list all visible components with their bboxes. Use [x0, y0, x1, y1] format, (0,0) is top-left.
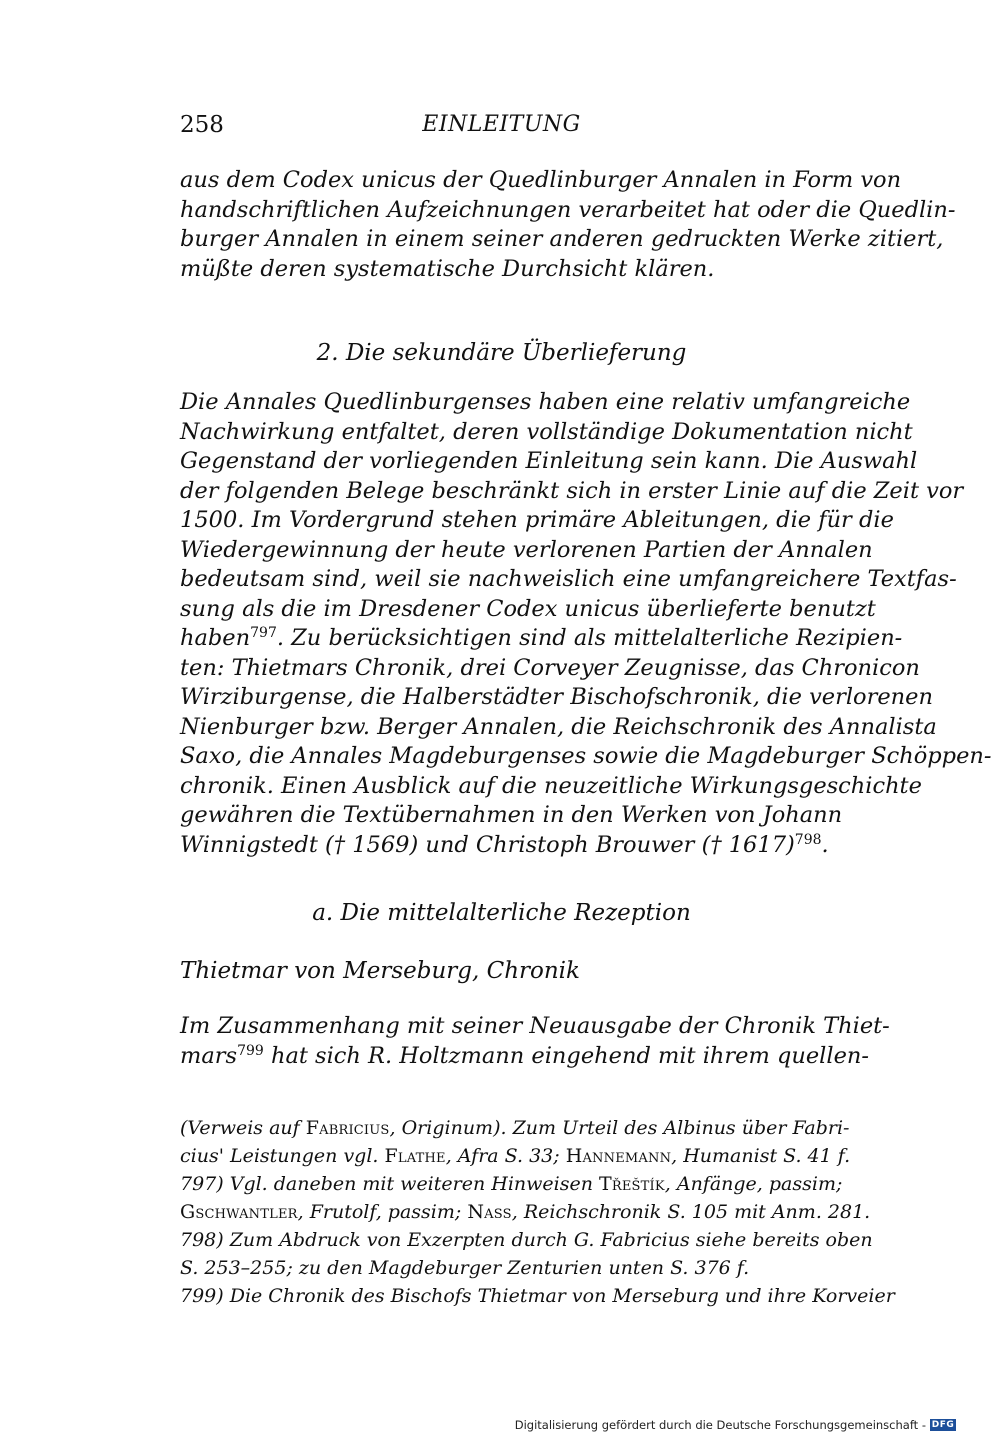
page-header: [180, 112, 823, 146]
footnote-797: [180, 1170, 843, 1198]
text-line: Saxo, die Annales Magdeburgenses sowie die Magdeburger Schöppen-: [180, 743, 992, 769]
text-line: handschriftlichen Aufzeichnungen verarbeitet hat oder die Quedlin-: [180, 196, 956, 223]
text-fragment: haben: [180, 625, 251, 651]
author-name: Nass: [467, 1201, 512, 1223]
paragraph-secondary-tradition: [180, 388, 992, 860]
footnote-line: [180, 1114, 850, 1142]
footnote-ref-797: 797: [250, 625, 277, 641]
text-fragment: cius' Leistungen vgl.: [180, 1145, 385, 1167]
text-fragment: , Afra S. 33;: [445, 1145, 566, 1167]
footnotes: [180, 1114, 895, 1310]
text-fragment: hat sich R. Holtzmann eingehend mit ihrem quellen-: [263, 1042, 869, 1069]
text-line: aus dem Codex unicus der Quedlinburger Annalen in Form von: [180, 167, 902, 193]
text-line: Wirziburgense, die Halberstädter Bischofschronik, die verlorenen: [180, 684, 933, 710]
author-name: Hannemann: [565, 1145, 672, 1167]
text-fragment: , Humanist S. 41 f.: [671, 1145, 851, 1167]
footnote-line: [180, 1142, 851, 1170]
author-name: Gschwantler: [180, 1201, 298, 1223]
text-fragment: Winnigstedt († 1569) und Christoph Brouwer († 1617): [180, 831, 795, 858]
text-line: Wiedergewinnung der heute verlorenen Partien der Annalen: [180, 536, 873, 563]
text-line: Nachwirkung entfaltet, deren vollständige Dokumentation nicht: [180, 418, 913, 445]
text-line: [180, 831, 829, 861]
text-fragment: , Reichschronik S. 105 mit Anm. 281.: [511, 1201, 871, 1223]
text-fragment: . Zu berücksichtigen sind als mittelalterliche Rezipien-: [276, 625, 903, 651]
credit-text: Digitalisierung gefördert durch die Deutsche Forschungsgemeinschaft -: [514, 1418, 926, 1432]
text-line: [180, 1042, 869, 1072]
text-line: Gegenstand der vorliegenden Einleitung sein kann. Die Auswahl: [180, 448, 918, 474]
dfg-logo: DFG: [931, 1420, 955, 1430]
text-line: Die Annales Quedlinburgenses haben eine relativ umfangreiche: [180, 389, 911, 415]
text-line: [180, 624, 903, 654]
paragraph-intro: [180, 166, 956, 284]
source-heading: Thietmar von Merseburg, Chronik: [180, 958, 580, 984]
footnote-799: 799) Die Chronik des Bischofs Thietmar von Merseburg und ihre Korveier: [180, 1285, 895, 1307]
paragraph-thietmar: [180, 1012, 890, 1071]
footnote-ref-798: 798: [794, 831, 822, 848]
text-fragment: , Frutolf, passim;: [297, 1201, 468, 1223]
text-line: ten: Thietmars Chronik, drei Corveyer Zeugnisse, das Chronicon: [180, 654, 920, 681]
text-fragment: 797) Vgl. daneben mit weiteren Hinweisen: [180, 1173, 599, 1195]
text-line: sung als die im Dresdener Codex unicus überlieferte benutzt: [180, 595, 876, 622]
text-line: bedeutsam sind, weil sie nachweislich eine umfangreichere Textfas-: [180, 566, 957, 592]
text-line: Im Zusammenhang mit seiner Neuausgabe der Chronik Thiet-: [180, 1013, 890, 1039]
footnote-line: [180, 1198, 871, 1226]
text-fragment: .: [821, 831, 829, 858]
text-line: burger Annalen in einem seiner anderen gedruckten Werke zitiert,: [180, 226, 944, 252]
text-line: gewähren die Textübernahmen in den Werken von Johann: [180, 802, 843, 828]
text-fragment: (Verweis auf: [180, 1117, 306, 1139]
text-fragment: mars: [180, 1042, 238, 1069]
footnote-line: S. 253–255; zu den Magdeburger Zenturien unten S. 376 f.: [180, 1257, 750, 1279]
section-heading: 2. Die sekundäre Überlieferung: [316, 340, 687, 366]
digitization-credit: [515, 1418, 956, 1432]
text-line: müßte deren systematische Durchsicht klären.: [180, 255, 715, 282]
running-head: EINLEITUNG: [422, 112, 581, 137]
author-name: Třeštík: [598, 1173, 665, 1195]
author-name: Flathe: [384, 1145, 446, 1167]
footnote-ref-799: 799: [237, 1042, 264, 1059]
text-fragment: , Anfänge, passim;: [664, 1173, 843, 1195]
text-line: Nienburger bzw. Berger Annalen, die Reichschronik des Annalista: [180, 713, 937, 740]
text-line: der folgenden Belege beschränkt sich in erster Linie auf die Zeit vor: [180, 477, 964, 504]
page-number: 258: [180, 112, 224, 138]
text-line: chronik. Einen Ausblick auf die neuzeitliche Wirkungsgeschichte: [180, 772, 922, 799]
author-name: Fabricius: [305, 1117, 390, 1139]
text-fragment: , Originum). Zum Urteil des Albinus über Fabri-: [389, 1117, 850, 1139]
footnote-798: 798) Zum Abdruck von Exzerpten durch G. Fabricius siehe bereits oben: [180, 1229, 873, 1251]
subsection-heading: a. Die mittelalterliche Rezeption: [312, 900, 691, 926]
text-line: 1500. Im Vordergrund stehen primäre Ableitungen, die für die: [180, 507, 894, 533]
